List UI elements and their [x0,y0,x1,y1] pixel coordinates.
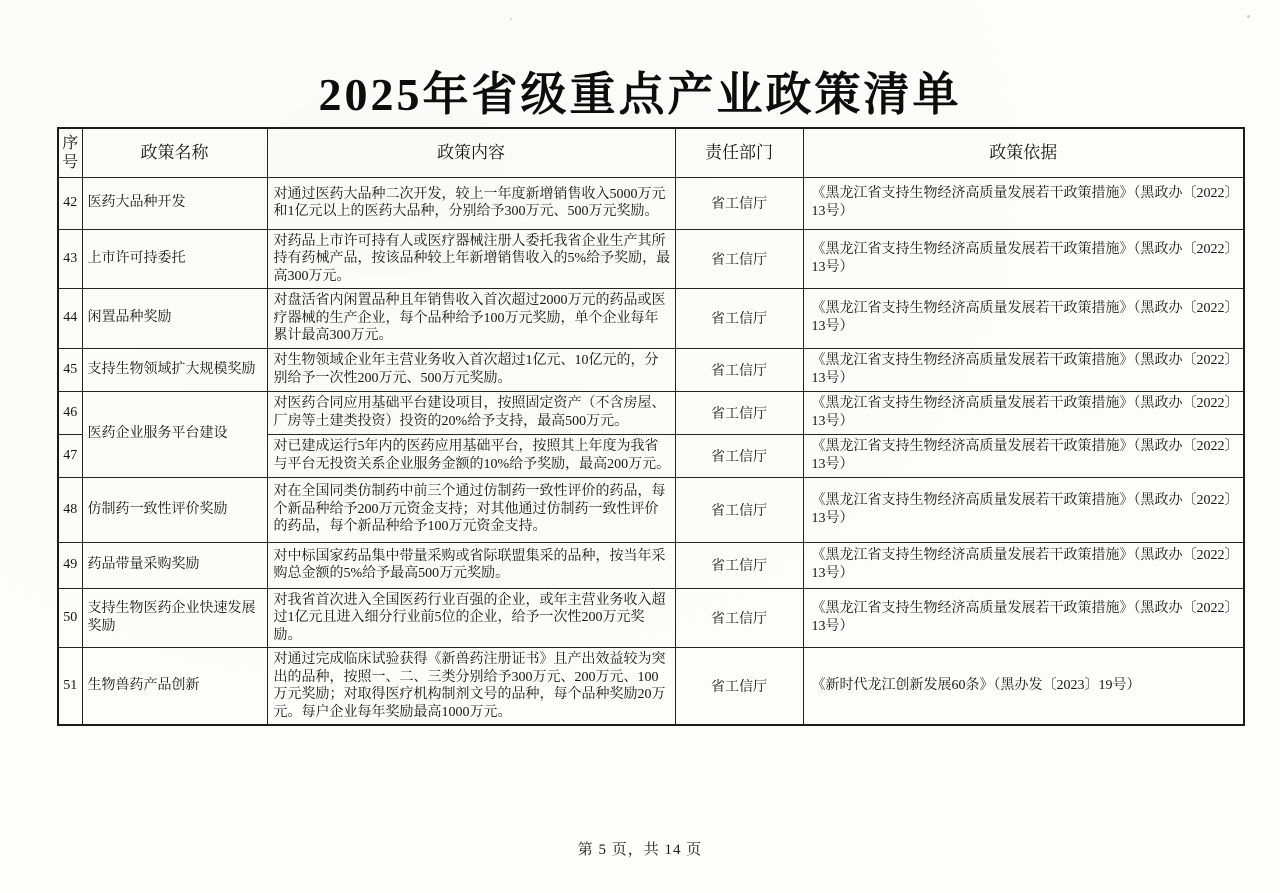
department: 省工信厅 [675,391,803,434]
table-row [58,289,1244,349]
policy-basis: 《黑龙江省支持生物经济高质量发展若干政策措施》（黑政办〔2022〕13号） [803,434,1244,477]
department: 省工信厅 [675,348,803,391]
policy-content: 对在全国同类仿制药中前三个通过仿制药一致性评价的药品，每个新品种给予200万元资金支持；对其他通过仿制药一致性评价的药品，每个新品种给予100万元资金支持。 [267,477,675,542]
policy-content: 对药品上市许可持有人或医疗器械注册人委托我省企业生产其所持有药械产品，按该品种较上年新增销售收入的5%给予奖励，最高300万元。 [267,229,675,289]
policy-content: 对我省首次进入全国医药行业百强的企业，或年主营业务收入超过1亿元且进入细分行业前5位的企业，给予一次性200万元奖励。 [267,588,675,648]
table-row [58,588,1244,648]
policy-content: 对通过医药大品种二次开发，较上一年度新增销售收入5000万元和1亿元以上的医药大品种，分别给予300万元、500万元奖励。 [267,177,675,229]
row-number: 47 [58,434,82,477]
table-row [58,477,1244,542]
policy-name: 上市许可持委托 [82,229,267,289]
policy-name: 医药大品种开发 [82,177,267,229]
policy-basis: 《黑龙江省支持生物经济高质量发展若干政策措施》（黑政办〔2022〕13号） [803,348,1244,391]
policy-name: 生物兽药产品创新 [82,648,267,726]
policy-basis: 《黑龙江省支持生物经济高质量发展若干政策措施》（黑政办〔2022〕13号） [803,289,1244,349]
header-cell-no: 序号 [58,128,82,177]
policy-name: 仿制药一致性评价奖励 [82,477,267,542]
policy-content: 对已建成运行5年内的医药应用基础平台，按照其上年度为我省与平台无投资关系企业服务金额的10%给予奖励，最高200万元。 [267,434,675,477]
department: 省工信厅 [675,177,803,229]
department: 省工信厅 [675,542,803,588]
policy-basis: 《黑龙江省支持生物经济高质量发展若干政策措施》（黑政办〔2022〕13号） [803,542,1244,588]
header-row [58,128,1244,177]
page-title: 2025年省级重点产业政策清单 [318,69,962,120]
table-row [58,177,1244,229]
policy-content: 对生物领域企业年主营业务收入首次超过1亿元、10亿元的，分别给予一次性200万元、500万元奖励。 [267,348,675,391]
policy-basis: 《新时代龙江创新发展60条》（黑办发〔2023〕19号） [803,648,1244,726]
policy-name: 药品带量采购奖励 [82,542,267,588]
policy-basis: 《黑龙江省支持生物经济高质量发展若干政策措施》（黑政办〔2022〕13号） [803,229,1244,289]
policy-name-merged: 医药企业服务平台建设 [82,391,267,477]
policy-basis: 《黑龙江省支持生物经济高质量发展若干政策措施》（黑政办〔2022〕13号） [803,588,1244,648]
scan-artifact [1247,15,1250,18]
table-row [58,648,1244,726]
department: 省工信厅 [675,588,803,648]
header-cell-department: 责任部门 [675,128,803,177]
policy-content: 对盘活省内闲置品种且年销售收入首次超过2000万元的药品或医疗器械的生产企业，每个品种给予100万元奖励，单个企业每年累计最高300万元。 [267,289,675,349]
row-number: 48 [58,477,82,542]
table-row [58,348,1244,391]
row-number: 50 [58,588,82,648]
header-cell-content: 政策内容 [267,128,675,177]
department: 省工信厅 [675,434,803,477]
row-number: 42 [58,177,82,229]
header-cell-name: 政策名称 [82,128,267,177]
row-number: 43 [58,229,82,289]
scan-artifact [510,18,512,20]
policy-basis: 《黑龙江省支持生物经济高质量发展若干政策措施》（黑政办〔2022〕13号） [803,477,1244,542]
department: 省工信厅 [675,477,803,542]
header-cell-basis: 政策依据 [803,128,1244,177]
policy-content: 对通过完成临床试验获得《新兽药注册证书》且产出效益较为突出的品种，按照一、二、三类分别给予300万元、200万元、100万元奖励；对取得医疗机构制剂文号的品种，每个品种奖励20万元。每户企业每年奖励最高1000万元。 [267,648,675,726]
department: 省工信厅 [675,229,803,289]
row-number: 49 [58,542,82,588]
page-number-footer: 第 5 页，共 14 页 [577,842,703,858]
row-number: 46 [58,391,82,434]
row-number: 44 [58,289,82,349]
department: 省工信厅 [675,289,803,349]
policy-name: 闲置品种奖励 [82,289,267,349]
policy-table [57,127,1245,726]
policy-basis: 《黑龙江省支持生物经济高质量发展若干政策措施》（黑政办〔2022〕13号） [803,177,1244,229]
policy-basis: 《黑龙江省支持生物经济高质量发展若干政策措施》（黑政办〔2022〕13号） [803,391,1244,434]
policy-content: 对医药合同应用基础平台建设项目，按照固定资产（不含房屋、厂房等土建类投资）投资的20%给予支持，最高500万元。 [267,391,675,434]
table-row [58,542,1244,588]
policy-content: 对中标国家药品集中带量采购或省际联盟集采的品种，按当年采购总金额的5%给予最高500万元奖励。 [267,542,675,588]
table-row [58,229,1244,289]
row-number: 45 [58,348,82,391]
policy-name: 支持生物医药企业快速发展奖励 [82,588,267,648]
department: 省工信厅 [675,648,803,726]
policy-name: 支持生物领域扩大规模奖励 [82,348,267,391]
table-row [58,391,1244,434]
row-number: 51 [58,648,82,726]
